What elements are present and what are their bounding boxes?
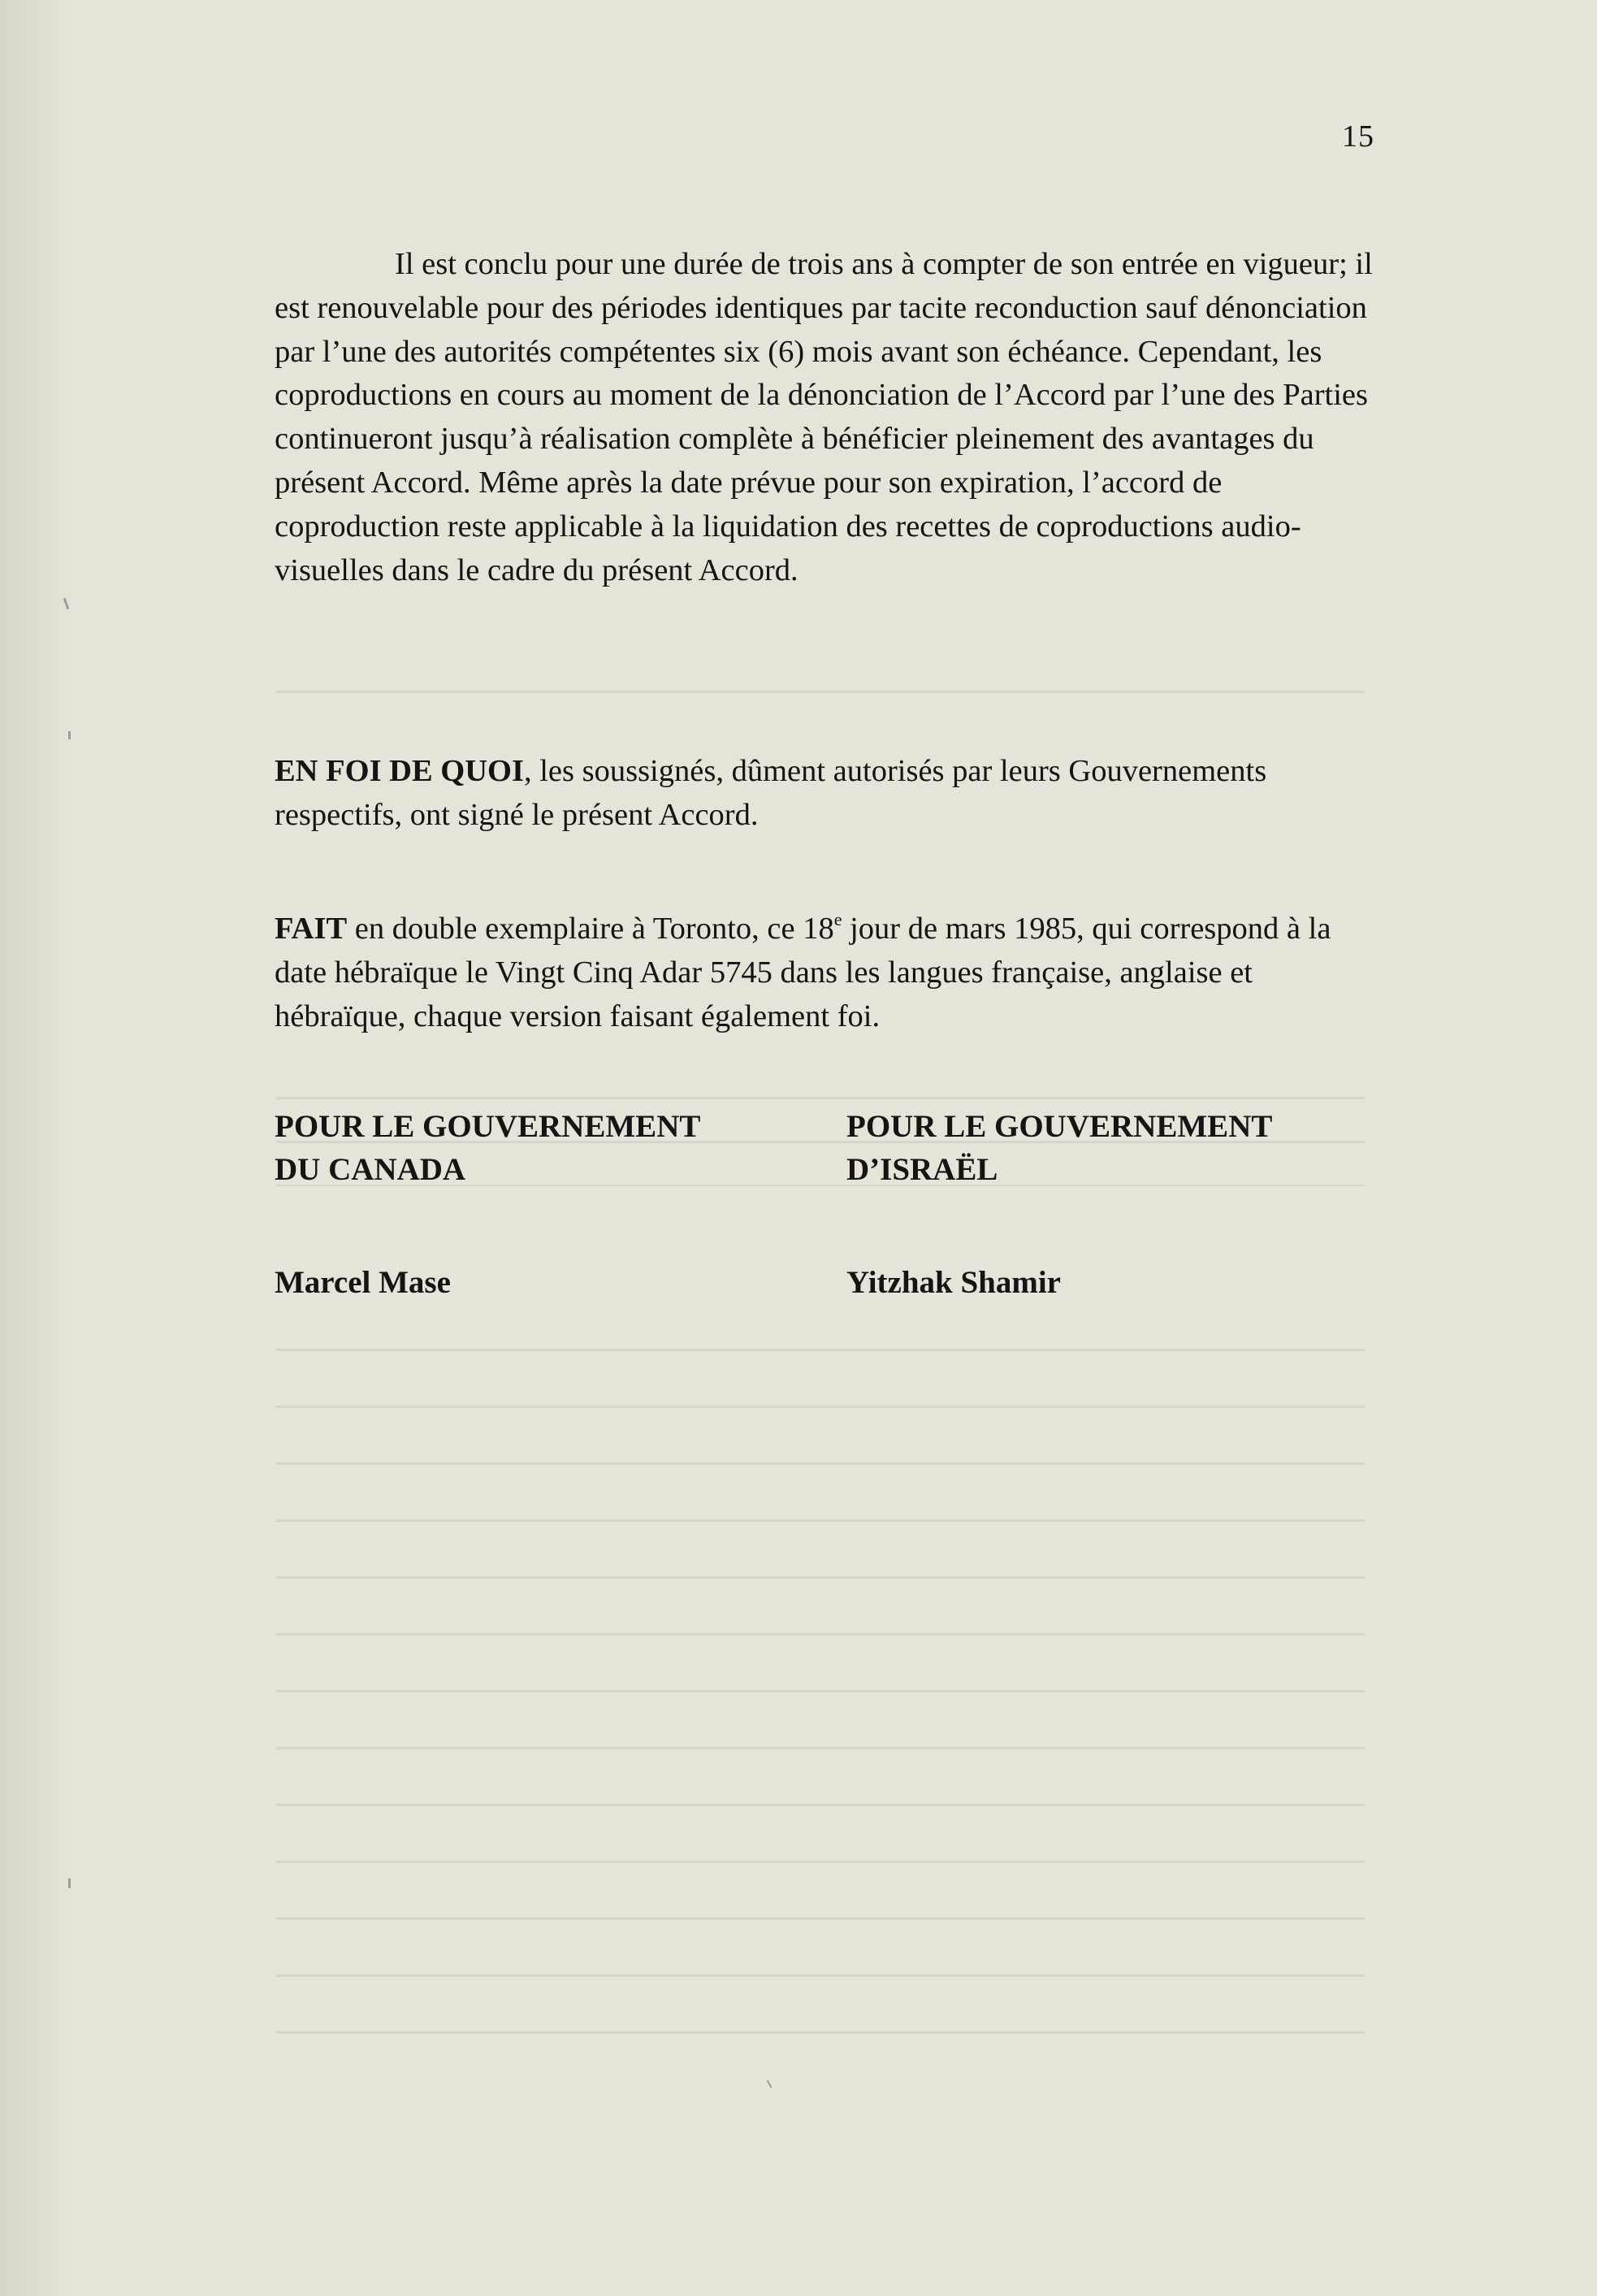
paragraph-fait [275, 908, 1379, 1038]
signature-block-canada-title [275, 1105, 700, 1191]
signatory-name-canada: Marcel Mase [275, 1265, 451, 1300]
paper-speck [767, 2080, 773, 2088]
paragraph-body: , les soussignés, dûment autorisés par leurs Gouvernements respectifs, ont signé le présent Accord. [275, 754, 1267, 832]
paragraph-duration: Il est conclu pour une durée de trois ans à compter de son entrée en vigueur; il est renouvelable pour des périodes identiques par tacite reconduction sauf dénonciation par l’une des autorités compétentes six (6) mois avant son échéance. Cependant, les coproductions en cours au moment de la dénonciation de l’Accord par l’une des Parties continueront jusqu’à réalisation complète à bénéficier pleinement des avantages du présent Accord. Même après la date prévue pour son expiration, l’accord de coproduction reste applicable à la liquidation des recettes de coproductions audio-visuelles dans le cadre du présent Accord. [275, 247, 1373, 587]
paper-speck [68, 1878, 71, 1888]
ordinal-superscript: e [833, 909, 842, 929]
signatory-name-israel: Yitzhak Shamir [846, 1265, 1061, 1300]
signature-block-israel-title [846, 1105, 1272, 1191]
signature-title-line: POUR LE GOUVERNEMENT [275, 1109, 701, 1144]
paragraph-en-foi-de-quoi [275, 750, 1379, 838]
paragraph-lead: FAIT [275, 912, 348, 946]
show-through-texture [276, 666, 1365, 731]
show-through-texture [276, 1316, 1365, 2080]
page-binding-shadow [0, 0, 70, 2296]
paragraph-body: jour de mars 1985, qui correspond à la date hébraïque le Vingt Cinq Adar 5745 dans les langues française, anglaise et hébraïque, chaque version faisant également foi. [275, 912, 1331, 1033]
page-number: 15 [1342, 119, 1374, 154]
signature-title-line: D’ISRAËL [846, 1152, 998, 1187]
paragraph-body: en double exemplaire à Toronto, ce 18 [347, 912, 834, 946]
paper-speck [68, 731, 71, 739]
signature-title-line: DU CANADA [275, 1152, 466, 1187]
paragraph-lead: EN FOI DE QUOI [275, 754, 524, 788]
signature-title-line: POUR LE GOUVERNEMENT [846, 1109, 1273, 1144]
